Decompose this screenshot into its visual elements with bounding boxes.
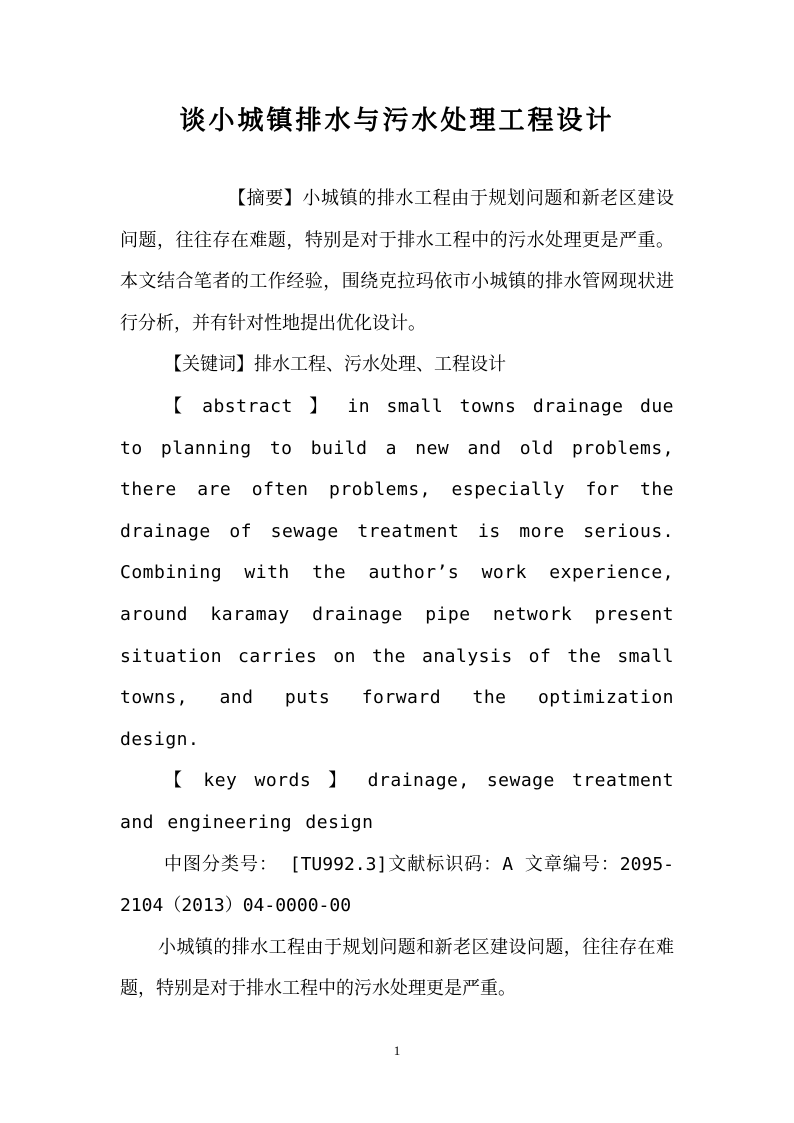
classification-info: 中图分类号： [TU992.3]文献标识码：A 文章编号：2095-2104（2013）04-0000-00: [120, 853, 674, 917]
body-paragraph: 小城镇的排水工程由于规划问题和新老区建设问题，往往存在难题，特别是对于排水工程中的污水处理更是严重。: [120, 936, 674, 1000]
page-number: 1: [393, 1043, 401, 1058]
document-title: 谈小城镇排水与污水处理工程设计: [179, 106, 615, 136]
keywords-english: 【 key words 】 drainage, sewage treatment and engineering design: [120, 770, 674, 833]
document-body: [120, 178, 674, 1010]
abstract-chinese: 【摘要】小城镇的排水工程由于规划问题和新老区建设问题，往往存在难题，特别是对于排水工程中的污水处理更是严重。本文结合笔者的工作经验，围绕克拉玛依市小城镇的排水管网现状进行分析，并有针对性地提出优化设计。: [120, 188, 674, 334]
keywords-chinese: 【关键词】排水工程、污水处理、工程设计: [164, 354, 506, 376]
abstract-english: 【 abstract 】 in small towns drainage due to planning to build a new and old problems, there are often problems, especially for the drainage of sewage treatment is more serious. Combining with the author’s work experience, around karamay drainage pipe network present situation carries on the analysis of the small towns, and puts forward the optimization design.: [120, 395, 674, 750]
